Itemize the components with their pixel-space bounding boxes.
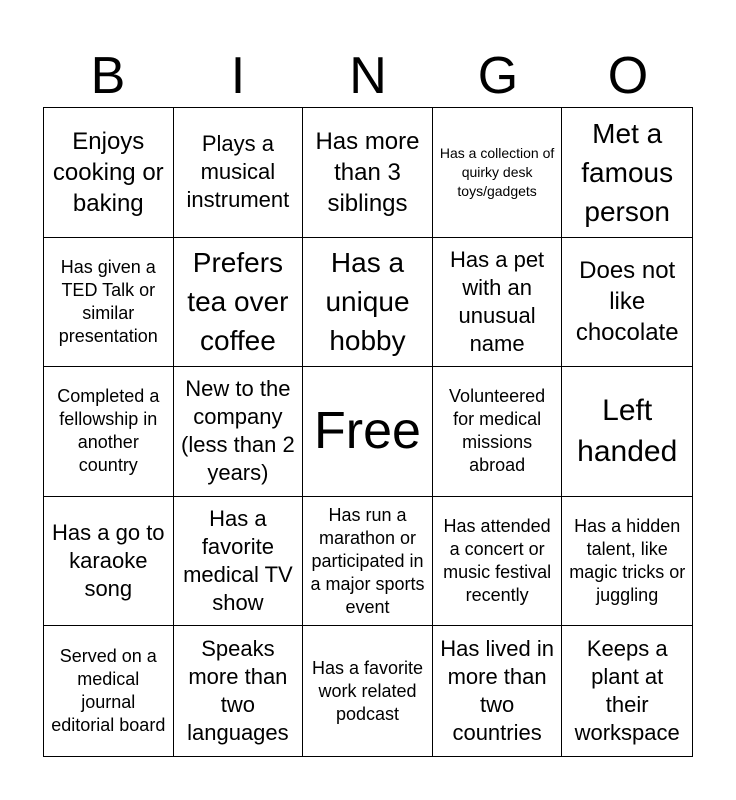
bingo-cell[interactable]	[174, 367, 304, 497]
cell-text: Has a unique hobby	[325, 247, 410, 357]
cell-text: Speaks more than two languages	[187, 636, 289, 746]
cell-text: Completed a fellowship in another country	[57, 386, 160, 476]
cell-text: Has a pet with an unusual name	[450, 246, 545, 356]
bingo-cell[interactable]	[44, 626, 174, 756]
bingo-cell[interactable]	[174, 497, 304, 627]
cell-text: Plays a musical instrument	[186, 131, 290, 213]
bingo-cell[interactable]	[562, 108, 692, 238]
bingo-cell[interactable]	[174, 108, 304, 238]
cell-text: Has given a TED Talk or similar presentation	[58, 256, 158, 346]
bingo-cell[interactable]	[433, 367, 563, 497]
bingo-cell[interactable]	[44, 238, 174, 368]
cell-text: Has more than 3 siblings	[315, 127, 420, 217]
bingo-cell[interactable]	[303, 626, 433, 756]
bingo-cell[interactable]	[44, 367, 174, 497]
cell-text: Enjoys cooking or baking	[52, 127, 164, 217]
cell-text: Left handed	[577, 394, 678, 469]
cell-text: Has a favorite work related podcast	[311, 657, 424, 724]
header-letter-b: B	[90, 47, 126, 105]
bingo-cell[interactable]	[174, 238, 304, 368]
bingo-cell[interactable]	[303, 238, 433, 368]
bingo-cell[interactable]	[174, 626, 304, 756]
cell-text: Prefers tea over coffee	[187, 247, 289, 357]
cell-text: Has lived in more than two countries	[440, 636, 554, 746]
free-space[interactable]	[303, 367, 433, 497]
bingo-cell[interactable]	[303, 497, 433, 627]
header-letter-g: G	[477, 47, 519, 105]
header-letter-i: I	[230, 47, 246, 105]
bingo-cell[interactable]	[562, 497, 692, 627]
cell-text: Served on a medical journal editorial board	[51, 646, 166, 736]
cell-text: Has a collection of quirky desk toys/gadgets	[439, 144, 555, 199]
header-letter-n: N	[349, 47, 387, 105]
cell-text: Keeps a plant at their workspace	[574, 636, 680, 746]
bingo-cell[interactable]	[44, 497, 174, 627]
cell-text: Does not like chocolate	[575, 257, 679, 347]
bingo-board	[43, 107, 693, 757]
bingo-cell[interactable]	[433, 626, 563, 756]
cell-text: Volunteered for medical missions abroad	[449, 386, 546, 476]
bingo-cell[interactable]	[303, 108, 433, 238]
bingo-cell[interactable]	[562, 238, 692, 368]
header-letter-o: O	[607, 47, 649, 105]
cell-text: Has attended a concert or music festival recently	[443, 516, 552, 606]
bingo-cell[interactable]	[433, 497, 563, 627]
bingo-header	[43, 46, 693, 106]
cell-text: Has a favorite medical TV show	[183, 506, 293, 616]
bingo-cell[interactable]	[433, 238, 563, 368]
cell-text: Has a hidden talent, like magic tricks or juggling	[569, 516, 686, 606]
bingo-cell[interactable]	[44, 108, 174, 238]
bingo-cell[interactable]	[562, 626, 692, 756]
cell-text: Free	[314, 402, 421, 461]
cell-text: Met a famous person	[581, 117, 674, 227]
cell-text: Has run a marathon or participated in a major sports event	[310, 504, 425, 617]
bingo-cell[interactable]	[562, 367, 692, 497]
cell-text: New to the company (less than 2 years)	[181, 376, 295, 486]
cell-text: Has a go to karaoke song	[52, 520, 165, 602]
bingo-cell[interactable]	[433, 108, 563, 238]
